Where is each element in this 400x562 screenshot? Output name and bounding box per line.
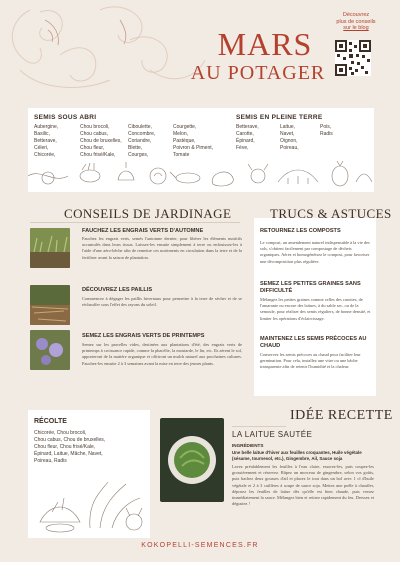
- list-item: Betterave,: [34, 138, 57, 144]
- list-item: Navet,: [280, 131, 295, 137]
- conseil-1-title: FAUCHEZ LES ENGRAIS VERTS D'AUTOMNE: [82, 228, 204, 234]
- blog-label-line2: plus de conseils: [336, 18, 376, 25]
- list-item: Oignon,: [280, 138, 298, 144]
- list-item: Poivron & Piment,: [173, 145, 214, 151]
- title-subtitle: AU POTAGER: [190, 62, 326, 84]
- recette-text: Lavez préalablement les feuilles à l'eau claire, essorez-les, puis coupez-les grossièrement et réservez. Râpez un morceau de gingembre, selon vos goûts, puis hachez deux gousses d'ail et placez le tout dans un bol avec 1 cl d'huile végétale et 2 à 3 cuillères à soupe de sauce soja. Mettez une poêle à chauffer, déposez les feuilles de laitue dès qu'elle est bien chaude, puis versez immédiatement la sauce. Mélangez bien et retirez rapidement du feu. Dressez et dégustez !: [232, 464, 374, 507]
- divider: [30, 222, 240, 223]
- list-item: Blette,: [128, 145, 143, 151]
- recolte-title: RÉCOLTE: [34, 418, 67, 425]
- truc-2-text: Mélangez les petites graines comme celles des carottes, de l'amarante ou encore des laitues, à du sable sec, ou de la semoule, pour réaliser des semis réguliers, de bonne densité, et limiter les opérations d'éclaircissage.: [260, 297, 371, 321]
- conseil-2-title: DÉCOUVREZ LES PAILLIS: [82, 287, 153, 293]
- conseil-3-title: SEMEZ LES ENGRAIS VERTS DE PRINTEMPS: [82, 333, 205, 339]
- list-item: Courgette,: [173, 124, 197, 130]
- photo-paillis: [30, 285, 70, 325]
- list-item: Poireau,: [280, 145, 299, 151]
- semis-abri-title: SEMIS SOUS ABRI: [34, 114, 97, 121]
- list-item: Poireau, Radis: [34, 458, 67, 464]
- semis-abri-col3: [128, 124, 155, 159]
- title-month: MARS: [217, 26, 313, 62]
- harvest-illustration: [30, 472, 148, 534]
- semis-terre-title: SEMIS EN PLEINE TERRE: [236, 114, 323, 121]
- recipe-photo: [160, 418, 224, 502]
- list-item: Radis: [320, 131, 333, 137]
- list-item: Betterave,: [236, 124, 259, 130]
- list-item: Épinard,: [236, 138, 255, 144]
- list-item: Laitue,: [280, 124, 296, 130]
- semis-terre-col2: [280, 124, 299, 152]
- list-item: Courges,: [128, 152, 149, 158]
- qr-code-icon[interactable]: [335, 40, 371, 76]
- list-item: Chou cabus, Chou de bruxelles,: [34, 437, 106, 443]
- semis-terre-col1: [236, 124, 259, 152]
- list-item: Chou frisé/Kale,: [80, 152, 116, 158]
- list-item: Chou fleur, Chou frisé/Kale,: [34, 444, 96, 450]
- list-item: Chou fleur,: [80, 145, 105, 151]
- recette-heading: IDÉE RECETTE: [290, 408, 393, 423]
- ingredients-label: INGRÉDIENTS: [232, 443, 264, 448]
- list-item: Fève,: [236, 145, 249, 151]
- semis-abri-col1: [34, 124, 58, 159]
- list-item: Coriandre,: [128, 138, 152, 144]
- flower-illustration: [0, 0, 210, 96]
- list-item: Pastèque,: [173, 138, 196, 144]
- semis-card: [28, 108, 374, 192]
- recolte-list: [34, 430, 144, 465]
- vegetable-illustrations: [28, 158, 374, 190]
- header: [0, 0, 400, 96]
- list-item: Céleri,: [34, 145, 49, 151]
- blog-label-line3: sur le blog: [343, 25, 369, 31]
- list-item: Chou brocoli,: [80, 124, 110, 130]
- list-item: Pois,: [320, 124, 332, 130]
- list-item: Épinard, Laitue, Mâche, Navet,: [34, 451, 103, 457]
- list-item: Tomate: [173, 152, 190, 158]
- list-item: Chicorée, Chou brocoli,: [34, 430, 87, 436]
- list-item: Basilic,: [34, 131, 50, 137]
- conseil-1-text: Fauchez les engrais verts, semés l'automne dernier, pour libérer les éléments nutritifs accumulés dans leurs tissus. Laissez-les ensuite simplement à terre ou enfouissez-les à l'aide d'une aéro-bêche afin de remettre ces nutriments en circulation dans la terre et de la fertiliser avant la saison de plantation.: [82, 236, 242, 260]
- blog-link[interactable]: [330, 12, 382, 32]
- divider: [232, 426, 286, 427]
- truc-2-title: SEMEZ LES PETITES GRAINES SANS DIFFICULTÉ: [260, 281, 361, 294]
- list-item: Concombre,: [128, 131, 156, 137]
- recette-name: LA LAITUE SAUTÉE: [232, 430, 313, 439]
- truc-1-text: Le compost, un amendement naturel indispensable à la vie des sols, s'obtient facilement par compostage de déchets organiques. Aérez et homogénéisez le compost, pour favoriser une décomposition plus régulière.: [260, 240, 370, 264]
- photo-engrais-verts-automne: [30, 228, 70, 268]
- site-link[interactable]: KOKOPELLI-SEMENCES.FR: [141, 542, 259, 549]
- list-item: Melon,: [173, 131, 189, 137]
- semis-abri-col2: [80, 124, 122, 159]
- conseils-heading: CONSEILS DE JARDINAGE: [64, 206, 232, 221]
- blog-label-line1: Découvrez: [342, 12, 370, 18]
- semis-abri-col4: [173, 124, 213, 159]
- list-item: Aubergine,: [34, 124, 59, 130]
- ingredients-text: Une belle laitue d'hiver aux feuilles croquantes, Huile végétale (sésame, tournesol, etc.), Gingembre, Ail, Sauce soja: [232, 450, 362, 461]
- truc-3-text: Conservez les semis précoces au chaud pour faciliter leur germination. Pour cela, installez une vitre ou une bâche transparente afin de retenir l'humidité et la chaleur.: [260, 352, 361, 370]
- truc-3-title: MAINTENEZ LES SEMIS PRÉCOCES AU CHAUD: [260, 336, 367, 349]
- trucs-heading: TRUCS & ASTUCES: [270, 206, 392, 221]
- recolte-card: [28, 410, 150, 538]
- conseil-3-text: Semez sur les parcelles vides, destinées aux plantations d'été, des engrais verts de printemps à croissance rapide, comme la phacélie, la moutarde, le lin, etc. Ils aèrent le sol, apporteront de la matière organique et offriront un mulch naturel aux prochaines cultures. Fauchez-les ensuite 2 à 3 semaines avant la mise en terre des jeunes plants.: [82, 342, 242, 366]
- list-item: Ciboulette,: [128, 124, 152, 130]
- semis-terre-col3: [320, 124, 333, 138]
- list-item: Carotte,: [236, 131, 254, 137]
- photo-phacelie: [30, 330, 70, 370]
- list-item: Chicorée,: [34, 152, 56, 158]
- list-item: Chou de bruxelles,: [80, 138, 122, 144]
- list-item: Chou cabus,: [80, 131, 109, 137]
- truc-1-title: RETOURNEZ LES COMPOSTS: [260, 228, 341, 234]
- conseil-2-text: Commencez à dégager les paillis hivernaux pour permettre à la terre de sécher et de se réchauffer sous l'effet des rayons du soleil.: [82, 296, 242, 308]
